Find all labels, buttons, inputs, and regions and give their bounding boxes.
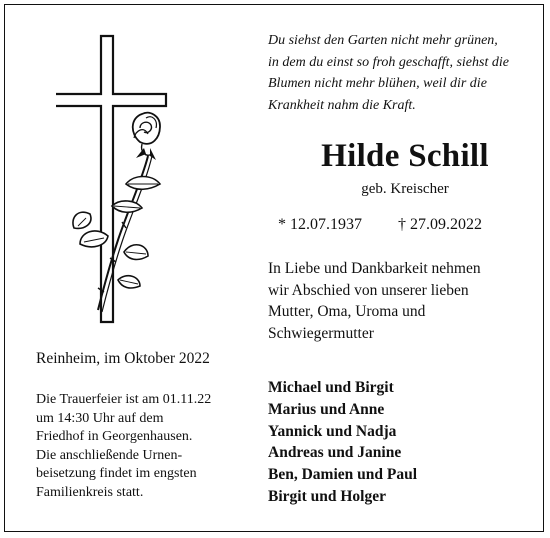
mourner-entry: Marius und Anne [268, 400, 385, 418]
service-line: um 14:30 Uhr auf dem [36, 410, 164, 426]
death-date: † 27.09.2022 [398, 216, 482, 233]
poem-line: Krankheit nahm die Kraft. [268, 97, 416, 113]
poem-line: Du siehst den Garten nicht mehr grünen, [268, 33, 498, 48]
farewell-line: In Liebe und Dankbarkeit nehmen [268, 260, 481, 277]
service-line: Friedhof in Georgenhausen. [36, 429, 193, 444]
farewell-text [268, 258, 538, 344]
service-line: Die anschließende Urnen- [36, 447, 183, 463]
service-line: beisetzung findet im engsten [36, 466, 197, 481]
maiden-name: geb. Kreischer [361, 181, 449, 197]
mourner-entry: Yannick und Nadja [268, 422, 397, 440]
birth-date: * 12.07.1937 [278, 216, 362, 233]
farewell-line: Schwiegermutter [268, 324, 374, 342]
farewell-line: Mutter, Oma, Uroma und [268, 303, 426, 320]
cross-with-rose-icon [56, 30, 206, 330]
mourners-list [268, 377, 528, 508]
poem-line: Blumen nicht mehr blühen, weil dir die [268, 76, 487, 91]
mourner-entry: Michael und Birgit [268, 379, 394, 396]
service-line: Die Trauerfeier ist am 01.11.22 [36, 392, 212, 407]
memorial-poem [268, 30, 538, 116]
service-line: Familienkreis statt. [36, 484, 144, 500]
deceased-name: Hilde Schill [321, 138, 489, 174]
mourner-entry: Birgit und Holger [268, 487, 386, 505]
mourner-entry: Andreas und Janine [268, 444, 402, 462]
poem-line: in dem du einst so froh geschafft, siehst die [268, 54, 509, 70]
mourner-entry: Ben, Damien und Paul [268, 466, 418, 484]
place-date: Reinheim, im Oktober 2022 [36, 350, 210, 367]
farewell-line: wir Abschied von unserer lieben [268, 281, 469, 299]
funeral-service-info [36, 391, 256, 502]
